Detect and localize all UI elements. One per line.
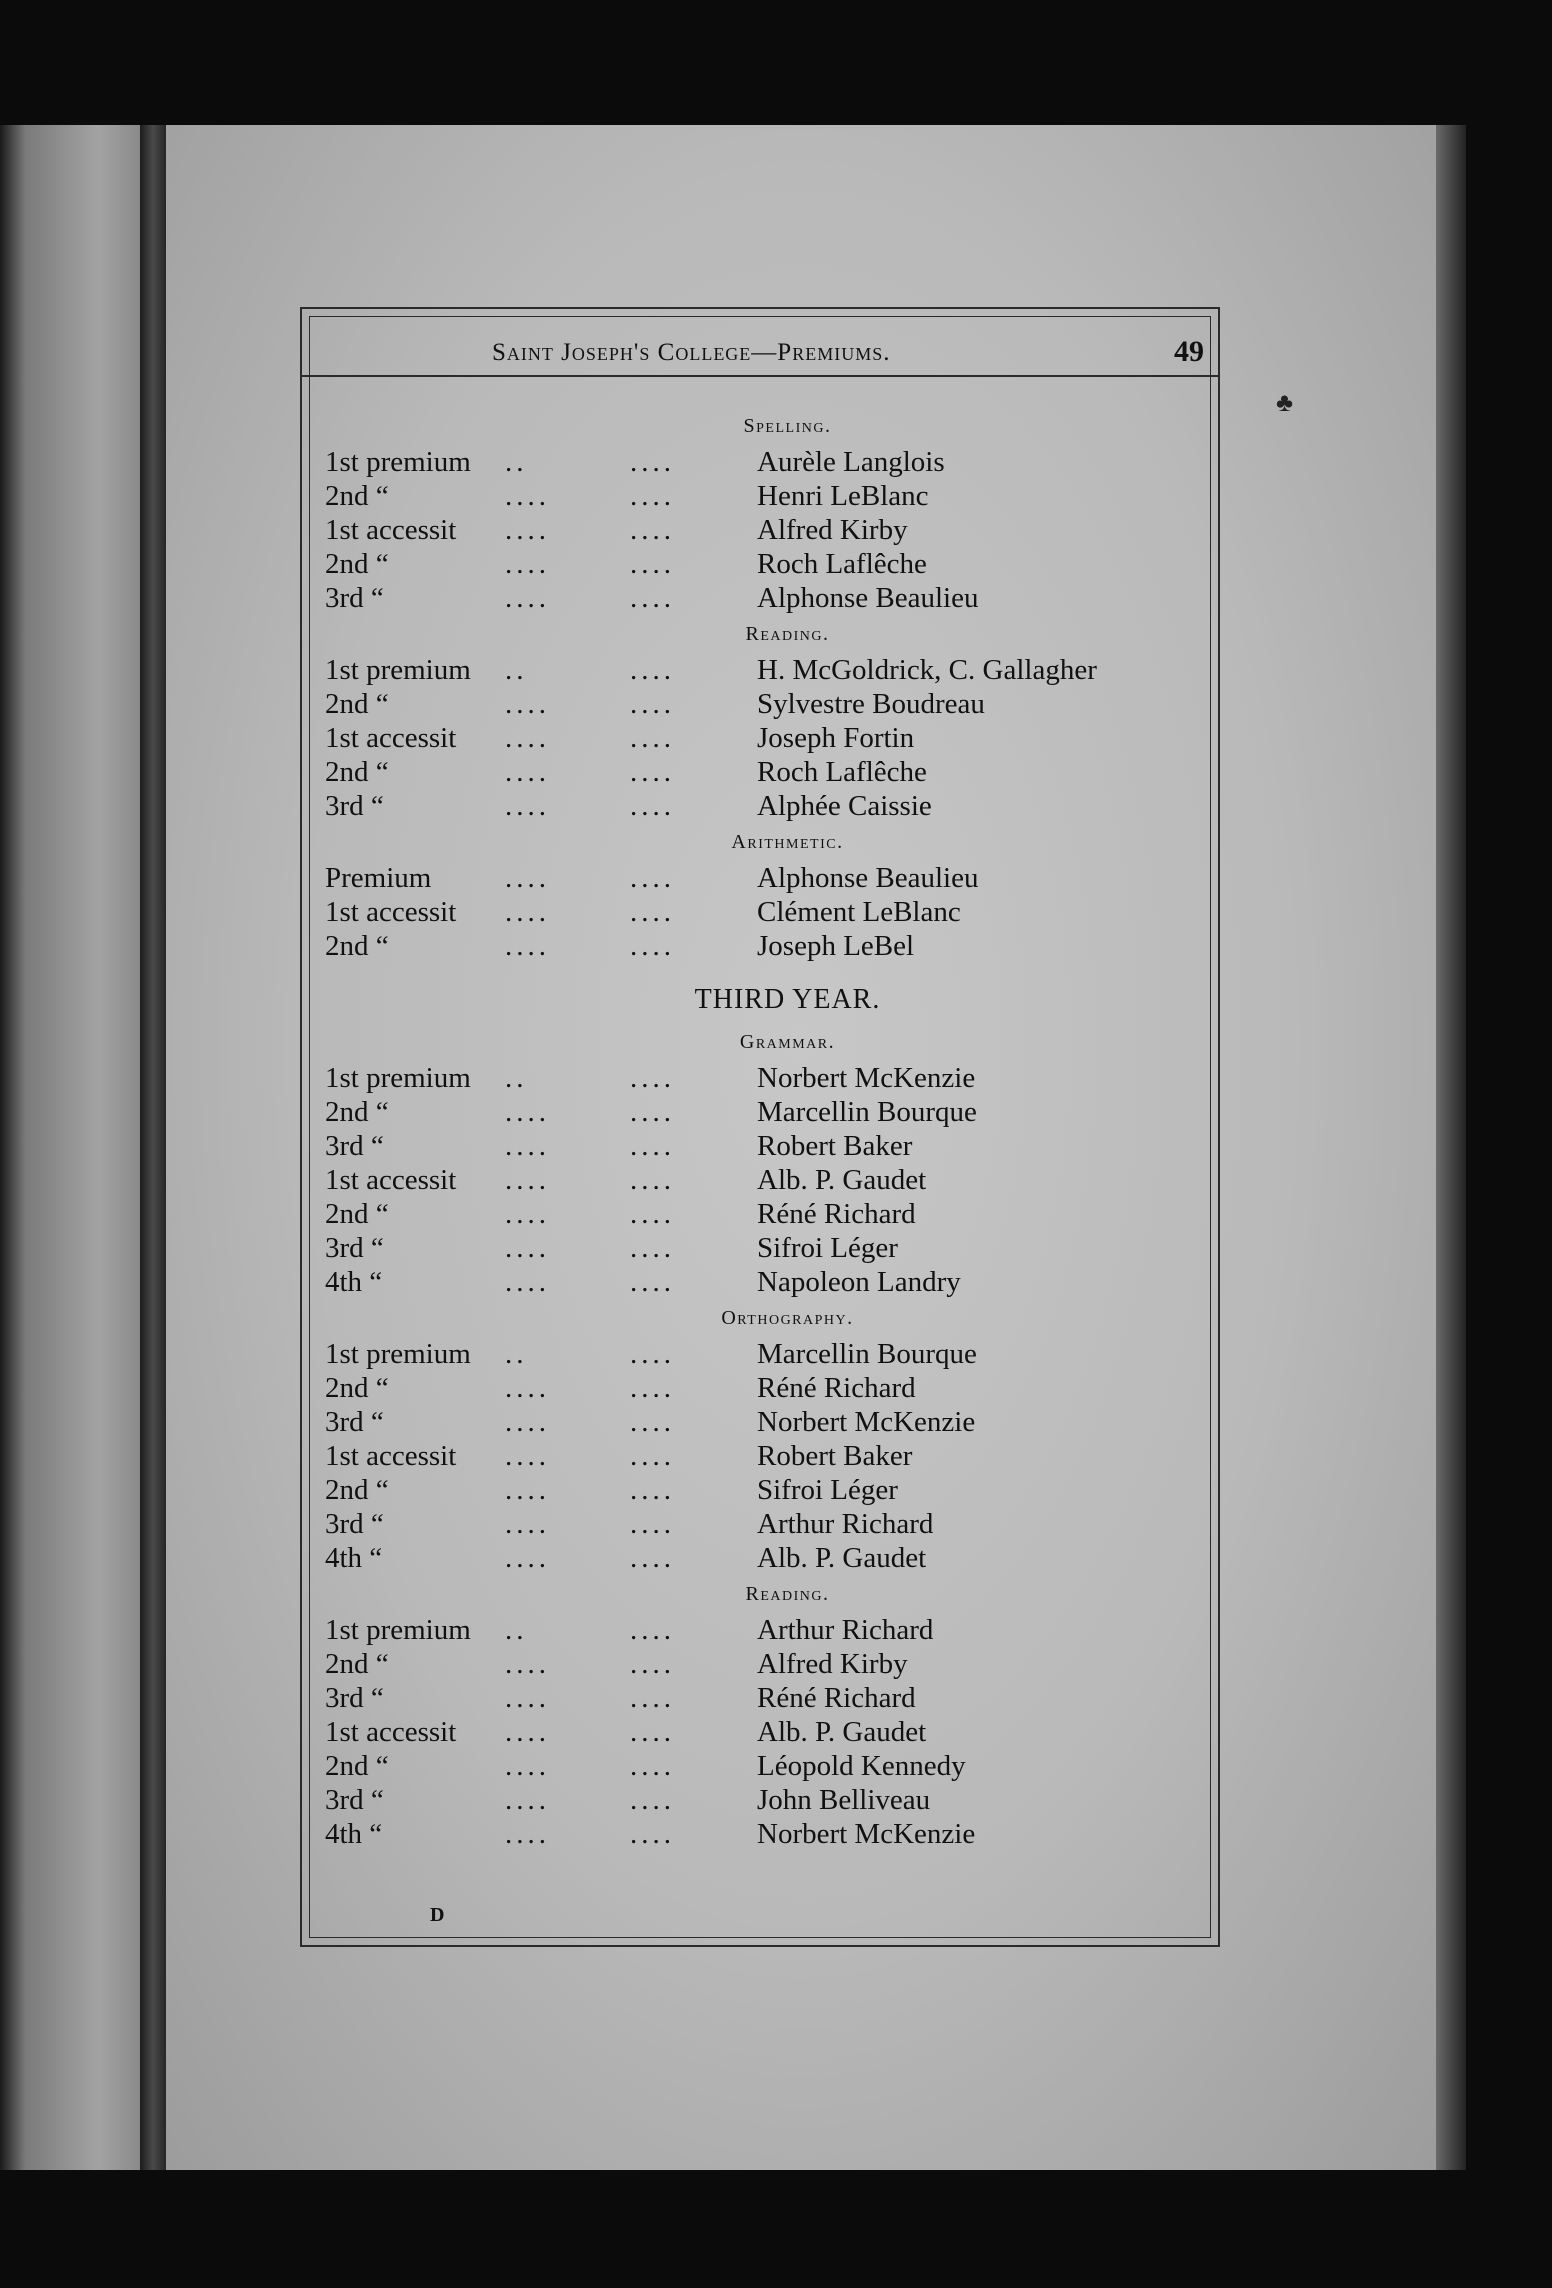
recipient-name: Aurèle Langlois	[757, 446, 945, 478]
year-heading: THIRD YEAR.	[694, 984, 881, 1015]
leader-dots: ....	[630, 1372, 675, 1404]
premium-row	[325, 1265, 1210, 1299]
award-label: 1st premium	[325, 654, 471, 686]
leader-dots: ....	[630, 722, 675, 754]
premium-row	[325, 1371, 1210, 1405]
running-head	[302, 335, 1218, 377]
recipient-name: Marcellin Bourque	[757, 1096, 977, 1128]
book-gutter	[140, 125, 166, 2170]
leader-dots: ....	[505, 1474, 550, 1506]
recipient-name: Robert Baker	[757, 1130, 913, 1162]
leader-dots: ....	[505, 1508, 550, 1540]
premium-row	[325, 1197, 1210, 1231]
premium-row	[325, 687, 1210, 721]
leader-dots: ....	[505, 1096, 550, 1128]
premium-row	[325, 1439, 1210, 1473]
leader-dots: ....	[630, 862, 675, 894]
leader-dots: ....	[630, 1406, 675, 1438]
award-label: 3rd “	[325, 1682, 384, 1714]
award-label: 2nd “	[325, 1474, 389, 1506]
award-label: 2nd “	[325, 930, 389, 962]
leader-dots: ....	[505, 756, 550, 788]
leader-dots: ....	[630, 654, 675, 686]
premium-row	[325, 581, 1210, 615]
premium-row	[325, 1163, 1210, 1197]
leader-dots: ....	[505, 790, 550, 822]
award-label: 2nd “	[325, 480, 389, 512]
award-label: 1st premium	[325, 1338, 471, 1370]
premium-row	[325, 1473, 1210, 1507]
leader-dots: ....	[630, 1508, 675, 1540]
award-label: 1st accessit	[325, 722, 457, 754]
leader-dots: ....	[630, 1474, 675, 1506]
leader-dots: ....	[630, 1440, 675, 1472]
leader-dots: ....	[505, 1682, 550, 1714]
award-label: 2nd “	[325, 756, 389, 788]
recipient-name: Alb. P. Gaudet	[757, 1542, 927, 1574]
premium-row	[325, 653, 1210, 687]
leader-dots: ....	[630, 1062, 675, 1094]
leader-dots: ....	[505, 548, 550, 580]
award-label: 3rd “	[325, 1508, 384, 1540]
leader-dots: ....	[505, 1440, 550, 1472]
premium-row	[325, 1715, 1210, 1749]
subject-heading: Spelling.	[743, 415, 832, 437]
premium-list	[325, 407, 1210, 1851]
premium-row	[325, 895, 1210, 929]
leader-dots: ....	[630, 1682, 675, 1714]
leader-dots: ....	[505, 1266, 550, 1298]
page-frame	[300, 307, 1220, 1947]
award-label: 3rd “	[325, 1130, 384, 1162]
leader-dots: ....	[505, 1750, 550, 1782]
award-label: 3rd “	[325, 1784, 384, 1816]
recipient-name: Alb. P. Gaudet	[757, 1716, 927, 1748]
award-label: 4th “	[325, 1818, 383, 1850]
leader-dots: ....	[630, 1164, 675, 1196]
leader-dots: ....	[630, 480, 675, 512]
recipient-name: Clément LeBlanc	[757, 896, 961, 928]
award-label: 2nd “	[325, 688, 389, 720]
recipient-name: Joseph Fortin	[757, 722, 915, 754]
leader-dots: ....	[630, 790, 675, 822]
leader-dots: ....	[630, 1614, 675, 1646]
recipient-name: Norbert McKenzie	[757, 1406, 976, 1438]
premium-row	[325, 721, 1210, 755]
premium-row	[325, 513, 1210, 547]
premium-row	[325, 1405, 1210, 1439]
leader-dots: ..	[505, 1338, 528, 1370]
recipient-name: Sifroi Léger	[757, 1474, 898, 1506]
leader-dots: ....	[505, 1372, 550, 1404]
leader-dots: ....	[630, 1096, 675, 1128]
leader-dots: ....	[505, 1198, 550, 1230]
leader-dots: ....	[630, 446, 675, 478]
award-label: 3rd “	[325, 582, 384, 614]
leader-dots: ....	[630, 582, 675, 614]
page-edge-shadow	[1436, 125, 1466, 2170]
leader-dots: ....	[505, 1406, 550, 1438]
award-label: 3rd “	[325, 790, 384, 822]
subject-heading: Arithmetic.	[731, 831, 844, 853]
award-label: 2nd “	[325, 548, 389, 580]
premium-row	[325, 1783, 1210, 1817]
leader-dots: ..	[505, 1614, 528, 1646]
leader-dots: ....	[505, 1648, 550, 1680]
leader-dots: ....	[505, 1716, 550, 1748]
premium-row	[325, 1231, 1210, 1265]
premium-row	[325, 479, 1210, 513]
leader-dots: ....	[630, 514, 675, 546]
premium-row	[325, 1749, 1210, 1783]
leader-dots: ....	[505, 1784, 550, 1816]
leader-dots: ....	[505, 480, 550, 512]
award-label: 1st accessit	[325, 896, 457, 928]
recipient-name: Réné Richard	[757, 1682, 916, 1714]
premium-row	[325, 547, 1210, 581]
subject-heading: Reading.	[745, 1583, 830, 1605]
running-head-title: Saint Joseph's College—Premiums.	[492, 339, 891, 366]
recipient-name: Norbert McKenzie	[757, 1818, 976, 1850]
leader-dots: ....	[630, 548, 675, 580]
recipient-name: Arthur Richard	[757, 1508, 934, 1540]
award-label: 1st accessit	[325, 1440, 457, 1472]
recipient-name: Arthur Richard	[757, 1614, 934, 1646]
recipient-name: Alphonse Beaulieu	[757, 862, 979, 894]
premium-row	[325, 1507, 1210, 1541]
leader-dots: ....	[505, 582, 550, 614]
subject-heading: Orthography.	[721, 1307, 854, 1329]
recipient-name: Alfred Kirby	[757, 1648, 908, 1680]
recipient-name: Alphonse Beaulieu	[757, 582, 979, 614]
margin-mark-icon: ♣	[1276, 388, 1294, 417]
premium-row	[325, 445, 1210, 479]
leader-dots: ....	[630, 1338, 675, 1370]
recipient-name: Léopold Kennedy	[757, 1750, 966, 1782]
recipient-name: Sylvestre Boudreau	[757, 688, 985, 720]
facing-page-edge	[0, 125, 140, 2170]
leader-dots: ..	[505, 654, 528, 686]
leader-dots: ....	[505, 1542, 550, 1574]
award-label: 2nd “	[325, 1372, 389, 1404]
recipient-name: Napoleon Landry	[757, 1266, 961, 1298]
award-label: 4th “	[325, 1542, 383, 1574]
leader-dots: ....	[505, 896, 550, 928]
leader-dots: ....	[505, 722, 550, 754]
leader-dots: ....	[630, 1232, 675, 1264]
premium-row	[325, 1541, 1210, 1575]
premium-row	[325, 1647, 1210, 1681]
premium-row	[325, 789, 1210, 823]
award-label: 1st accessit	[325, 1716, 457, 1748]
leader-dots: ....	[630, 1266, 675, 1298]
leader-dots: ....	[630, 1542, 675, 1574]
leader-dots: ....	[505, 688, 550, 720]
recipient-name: Marcellin Bourque	[757, 1338, 977, 1370]
leader-dots: ....	[505, 862, 550, 894]
award-label: 1st accessit	[325, 1164, 457, 1196]
leader-dots: ....	[505, 1232, 550, 1264]
recipient-name: Réné Richard	[757, 1198, 916, 1230]
premium-row	[325, 1681, 1210, 1715]
subject-heading: Reading.	[745, 623, 830, 645]
leader-dots: ....	[505, 930, 550, 962]
award-label: Premium	[325, 862, 432, 894]
signature-mark: D	[430, 1904, 445, 1926]
leader-dots: ....	[505, 1818, 550, 1850]
leader-dots: ....	[630, 1784, 675, 1816]
leader-dots: ....	[630, 1716, 675, 1748]
subject-heading: Grammar.	[739, 1031, 836, 1053]
premium-row	[325, 1095, 1210, 1129]
premium-row	[325, 755, 1210, 789]
recipient-name: Alfred Kirby	[757, 514, 908, 546]
recipient-name: Roch Laflêche	[757, 756, 927, 788]
recipient-name: Robert Baker	[757, 1440, 913, 1472]
leader-dots: ....	[630, 1750, 675, 1782]
leader-dots: ....	[505, 514, 550, 546]
award-label: 1st accessit	[325, 514, 457, 546]
recipient-name: Henri LeBlanc	[757, 480, 929, 512]
recipient-name: Réné Richard	[757, 1372, 916, 1404]
leader-dots: ....	[505, 1130, 550, 1162]
premium-row	[325, 861, 1210, 895]
premium-row	[325, 1061, 1210, 1095]
leader-dots: ....	[630, 688, 675, 720]
award-label: 4th “	[325, 1266, 383, 1298]
award-label: 3rd “	[325, 1406, 384, 1438]
leader-dots: ....	[630, 756, 675, 788]
premium-row	[325, 1129, 1210, 1163]
leader-dots: ..	[505, 1062, 528, 1094]
award-label: 1st premium	[325, 1062, 471, 1094]
premium-row	[325, 1613, 1210, 1647]
recipient-name: Alb. P. Gaudet	[757, 1164, 927, 1196]
recipient-name: Roch Laflêche	[757, 548, 927, 580]
recipient-name: Joseph LeBel	[757, 930, 915, 962]
recipient-name: Norbert McKenzie	[757, 1062, 976, 1094]
award-label: 3rd “	[325, 1232, 384, 1264]
award-label: 2nd “	[325, 1750, 389, 1782]
recipient-name: H. McGoldrick, C. Gallagher	[757, 654, 1097, 686]
award-label: 2nd “	[325, 1198, 389, 1230]
award-label: 2nd “	[325, 1648, 389, 1680]
page-number: 49	[1174, 335, 1204, 368]
leader-dots: ..	[505, 446, 528, 478]
leader-dots: ....	[630, 896, 675, 928]
award-label: 1st premium	[325, 1614, 471, 1646]
leader-dots: ....	[630, 1130, 675, 1162]
premium-row	[325, 929, 1210, 963]
premium-row	[325, 1817, 1210, 1851]
leader-dots: ....	[630, 1198, 675, 1230]
leader-dots: ....	[630, 1818, 675, 1850]
recipient-name: Sifroi Léger	[757, 1232, 898, 1264]
leader-dots: ....	[630, 930, 675, 962]
award-label: 2nd “	[325, 1096, 389, 1128]
award-label: 1st premium	[325, 446, 471, 478]
leader-dots: ....	[630, 1648, 675, 1680]
recipient-name: John Belliveau	[757, 1784, 931, 1816]
leader-dots: ....	[505, 1164, 550, 1196]
premium-row	[325, 1337, 1210, 1371]
recipient-name: Alphée Caissie	[757, 790, 932, 822]
